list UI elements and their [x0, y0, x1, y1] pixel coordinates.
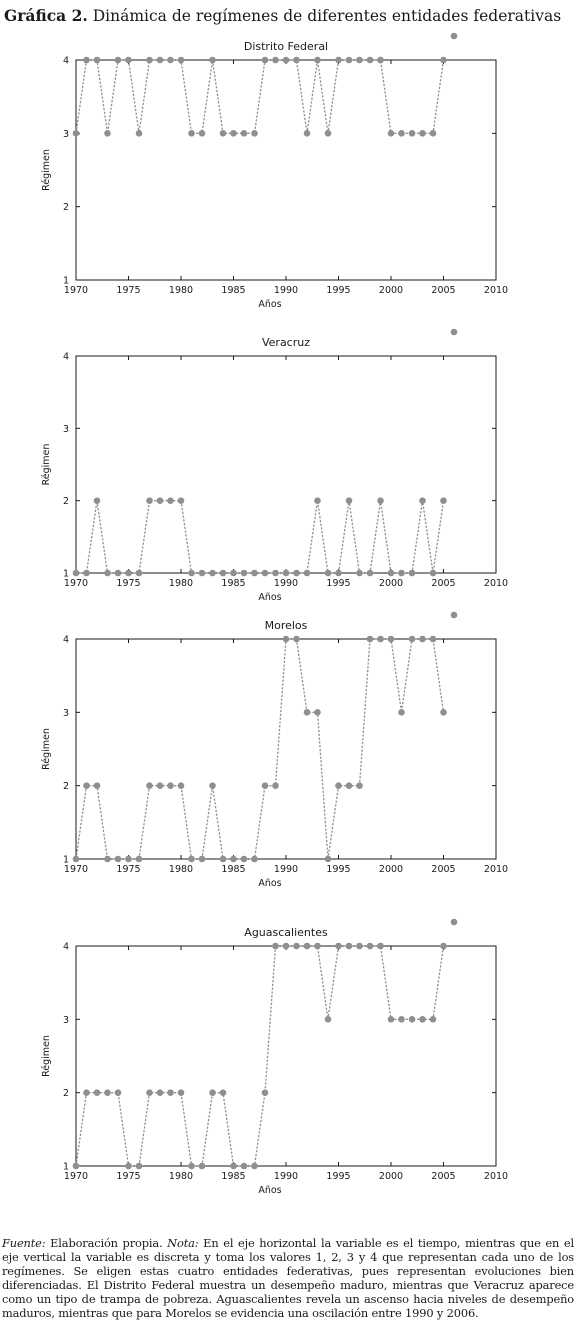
x-tick-label: 1970 [63, 578, 89, 589]
data-point [209, 570, 216, 577]
data-point [241, 570, 248, 577]
data-point [167, 497, 174, 504]
data-point [178, 57, 185, 64]
x-tick-label: 1975 [116, 864, 141, 875]
data-point [104, 570, 111, 577]
data-point [419, 636, 426, 643]
chart-svg [0, 615, 576, 889]
data-point [283, 57, 290, 64]
x-tick-label: 1985 [221, 864, 246, 875]
data-point [451, 329, 458, 336]
data-point [115, 1089, 122, 1096]
data-point [241, 130, 248, 137]
data-point [283, 943, 290, 950]
data-point [419, 497, 426, 504]
data-point [188, 570, 195, 577]
nota-label: Nota: [167, 1236, 199, 1250]
data-point [430, 1016, 437, 1023]
x-tick-label: 2000 [378, 1171, 404, 1182]
data-point [136, 1163, 143, 1170]
data-point [188, 1163, 195, 1170]
data-point [314, 497, 321, 504]
data-point [73, 856, 80, 863]
y-tick-label: 1 [62, 275, 69, 287]
data-point [325, 1016, 332, 1023]
data-point [251, 856, 258, 863]
data-point [346, 497, 353, 504]
chart-svg [0, 922, 576, 1196]
x-axis-label: Años [258, 592, 282, 603]
data-point [304, 709, 311, 716]
data-point [293, 636, 300, 643]
data-point [335, 57, 342, 64]
x-tick-label: 1985 [221, 1171, 246, 1182]
y-tick-label: 4 [62, 351, 69, 363]
data-point [241, 1163, 248, 1170]
data-point [304, 130, 311, 137]
data-point [209, 57, 216, 64]
data-point [293, 570, 300, 577]
data-point [83, 782, 90, 789]
data-point [283, 570, 290, 577]
data-point [220, 856, 227, 863]
series-line [76, 501, 444, 573]
data-point [251, 570, 258, 577]
data-point [178, 1089, 185, 1096]
data-point [73, 130, 80, 137]
data-point [94, 1089, 101, 1096]
data-point [419, 130, 426, 137]
figure-footnote [2, 1237, 574, 1320]
data-point [94, 497, 101, 504]
fuente-label: Fuente: [2, 1236, 46, 1250]
data-point [388, 636, 395, 643]
x-tick-label: 1990 [273, 864, 299, 875]
x-tick-label: 2005 [431, 864, 456, 875]
data-point [388, 1016, 395, 1023]
data-point [125, 570, 132, 577]
data-point [167, 782, 174, 789]
data-point [241, 856, 248, 863]
plot-frame [76, 639, 496, 859]
x-tick-label: 2010 [483, 1171, 509, 1182]
chart-svg [0, 36, 576, 310]
chart-veracruz [0, 332, 576, 603]
y-axis-label: Régimen [41, 728, 52, 770]
plot-frame [76, 60, 496, 280]
data-point [104, 856, 111, 863]
x-tick-label: 2005 [431, 1171, 456, 1182]
data-point [83, 1089, 90, 1096]
y-tick-label: 1 [62, 854, 69, 866]
chart-svg [0, 332, 576, 603]
x-tick-label: 2000 [378, 578, 404, 589]
fuente-text: Elaboración propia. [45, 1236, 168, 1250]
x-tick-label: 2010 [483, 285, 509, 296]
data-point [451, 612, 458, 619]
data-point [304, 943, 311, 950]
data-point [73, 1163, 80, 1170]
data-point [73, 570, 80, 577]
data-point [220, 1089, 227, 1096]
data-point [367, 57, 374, 64]
data-point [262, 570, 269, 577]
x-tick-label: 1985 [221, 285, 246, 296]
data-point [377, 57, 384, 64]
data-point [451, 919, 458, 926]
y-tick-label: 3 [62, 423, 69, 435]
data-point [178, 782, 185, 789]
data-point [136, 570, 143, 577]
x-tick-label: 1980 [168, 864, 194, 875]
chart-distrito-federal [0, 36, 576, 310]
x-tick-label: 1970 [63, 285, 89, 296]
x-tick-label: 1995 [326, 1171, 351, 1182]
data-point [314, 943, 321, 950]
data-point [262, 782, 269, 789]
data-point [188, 856, 195, 863]
y-tick-label: 2 [62, 781, 69, 793]
data-point [115, 57, 122, 64]
data-point [178, 497, 185, 504]
data-point [199, 1163, 206, 1170]
nota-text: En el eje horizontal la variable es el tiempo, mientras que en el eje vertical la variable es discreta y toma los valores 1, 2, 3 y 4 que representan cada uno de los regímenes. Se eligen estas cuatro entidades federativas, pues representan evoluciones bien diferenciadas. El Distrito Federal muestra un desempeño maduro, mientras que Veracruz aparece como un tipo de trampa de pobreza. Aguascalientes revela un ascenso hacia niveles de desempeño maduros, mientras que para Morelos se evidencia una oscilación entre 1990 y 2006. [2, 1236, 574, 1320]
data-point [209, 1089, 216, 1096]
data-point [367, 570, 374, 577]
y-tick-label: 3 [62, 128, 69, 140]
data-point [293, 57, 300, 64]
data-point [398, 570, 405, 577]
x-axis-label: Años [258, 878, 282, 889]
data-point [94, 57, 101, 64]
data-point [167, 57, 174, 64]
data-point [146, 57, 153, 64]
x-tick-label: 1975 [116, 1171, 141, 1182]
data-point [136, 856, 143, 863]
y-axis-label: Régimen [41, 1035, 52, 1077]
data-point [325, 856, 332, 863]
data-point [440, 57, 447, 64]
data-point [377, 943, 384, 950]
data-point [104, 1089, 111, 1096]
data-point [451, 33, 458, 40]
data-point [230, 856, 237, 863]
x-axis-label: Años [258, 299, 282, 310]
y-tick-label: 4 [62, 941, 69, 953]
data-point [409, 636, 416, 643]
data-point [419, 1016, 426, 1023]
y-axis-label: Régimen [41, 443, 52, 486]
x-tick-label: 1970 [63, 864, 89, 875]
x-tick-label: 1990 [273, 578, 299, 589]
data-point [199, 570, 206, 577]
x-tick-label: 2010 [483, 578, 509, 589]
figure-title: Dinámica de regímenes de diferentes entidades federativas [92, 7, 562, 25]
data-point [356, 57, 363, 64]
data-point [388, 570, 395, 577]
data-point [104, 130, 111, 137]
data-point [230, 570, 237, 577]
data-point [220, 130, 227, 137]
data-point [157, 782, 164, 789]
x-tick-label: 1995 [326, 578, 351, 589]
data-point [125, 856, 132, 863]
data-point [272, 57, 279, 64]
y-tick-label: 4 [62, 55, 69, 67]
figure-label: Gráfica 2. [4, 6, 88, 25]
data-point [356, 943, 363, 950]
data-point [398, 1016, 405, 1023]
data-point [335, 570, 342, 577]
x-tick-label: 1980 [168, 285, 194, 296]
chart-title: Morelos [264, 619, 308, 632]
data-point [115, 856, 122, 863]
y-tick-label: 2 [62, 202, 69, 214]
data-point [157, 497, 164, 504]
x-tick-label: 1975 [116, 285, 141, 296]
series-line [76, 60, 444, 133]
data-point [346, 57, 353, 64]
data-point [356, 570, 363, 577]
x-tick-label: 2005 [431, 578, 456, 589]
y-tick-label: 2 [62, 1088, 69, 1100]
data-point [377, 497, 384, 504]
data-point [346, 943, 353, 950]
data-point [125, 1163, 132, 1170]
data-point [209, 782, 216, 789]
chart-aguascalientes [0, 922, 576, 1196]
data-point [188, 130, 195, 137]
data-point [262, 57, 269, 64]
data-point [220, 570, 227, 577]
data-point [146, 1089, 153, 1096]
y-tick-label: 1 [62, 568, 69, 580]
y-axis-label: Régimen [41, 149, 52, 191]
data-point [409, 570, 416, 577]
data-point [199, 130, 206, 137]
data-point [199, 856, 206, 863]
data-point [94, 782, 101, 789]
data-point [146, 782, 153, 789]
data-point [440, 943, 447, 950]
data-point [146, 497, 153, 504]
data-point [430, 636, 437, 643]
data-point [367, 636, 374, 643]
data-point [325, 570, 332, 577]
data-point [356, 782, 363, 789]
plot-frame [76, 356, 496, 573]
x-tick-label: 2005 [431, 285, 456, 296]
data-point [272, 943, 279, 950]
x-tick-label: 1985 [221, 578, 246, 589]
x-tick-label: 2000 [378, 864, 404, 875]
data-point [409, 1016, 416, 1023]
chart-title: Distrito Federal [243, 40, 329, 53]
data-point [272, 570, 279, 577]
x-tick-label: 1980 [168, 578, 194, 589]
series-line [76, 639, 444, 859]
figure-heading [4, 6, 572, 25]
data-point [304, 570, 311, 577]
data-point [440, 497, 447, 504]
x-tick-label: 1995 [326, 864, 351, 875]
data-point [346, 782, 353, 789]
data-point [430, 130, 437, 137]
data-point [398, 130, 405, 137]
data-point [409, 130, 416, 137]
data-point [314, 709, 321, 716]
data-point [157, 1089, 164, 1096]
plot-frame [76, 946, 496, 1166]
data-point [125, 57, 132, 64]
y-tick-label: 2 [62, 496, 69, 508]
data-point [325, 130, 332, 137]
data-point [293, 943, 300, 950]
data-point [167, 1089, 174, 1096]
data-point [388, 130, 395, 137]
data-point [398, 709, 405, 716]
x-tick-label: 1980 [168, 1171, 194, 1182]
data-point [440, 709, 447, 716]
data-point [272, 782, 279, 789]
data-point [157, 57, 164, 64]
data-point [335, 943, 342, 950]
x-axis-label: Años [258, 1185, 282, 1196]
data-point [83, 570, 90, 577]
series-line [76, 946, 444, 1166]
y-tick-label: 4 [62, 634, 69, 646]
x-tick-label: 1990 [273, 285, 299, 296]
y-tick-label: 1 [62, 1161, 69, 1173]
x-tick-label: 1995 [326, 285, 351, 296]
data-point [262, 1089, 269, 1096]
chart-title: Aguascalientes [244, 926, 328, 939]
x-tick-label: 2000 [378, 285, 404, 296]
x-tick-label: 1975 [116, 578, 141, 589]
data-point [136, 130, 143, 137]
data-point [367, 943, 374, 950]
data-point [115, 570, 122, 577]
x-tick-label: 1970 [63, 1171, 89, 1182]
data-point [251, 1163, 258, 1170]
data-point [283, 636, 290, 643]
data-point [251, 130, 258, 137]
y-tick-label: 3 [62, 707, 69, 719]
data-point [230, 1163, 237, 1170]
data-point [377, 636, 384, 643]
data-point [430, 570, 437, 577]
x-tick-label: 2010 [483, 864, 509, 875]
data-point [314, 57, 321, 64]
x-tick-label: 1990 [273, 1171, 299, 1182]
data-point [230, 130, 237, 137]
chart-title: Veracruz [261, 336, 311, 349]
y-tick-label: 3 [62, 1014, 69, 1026]
data-point [83, 57, 90, 64]
data-point [335, 782, 342, 789]
chart-morelos [0, 615, 576, 889]
